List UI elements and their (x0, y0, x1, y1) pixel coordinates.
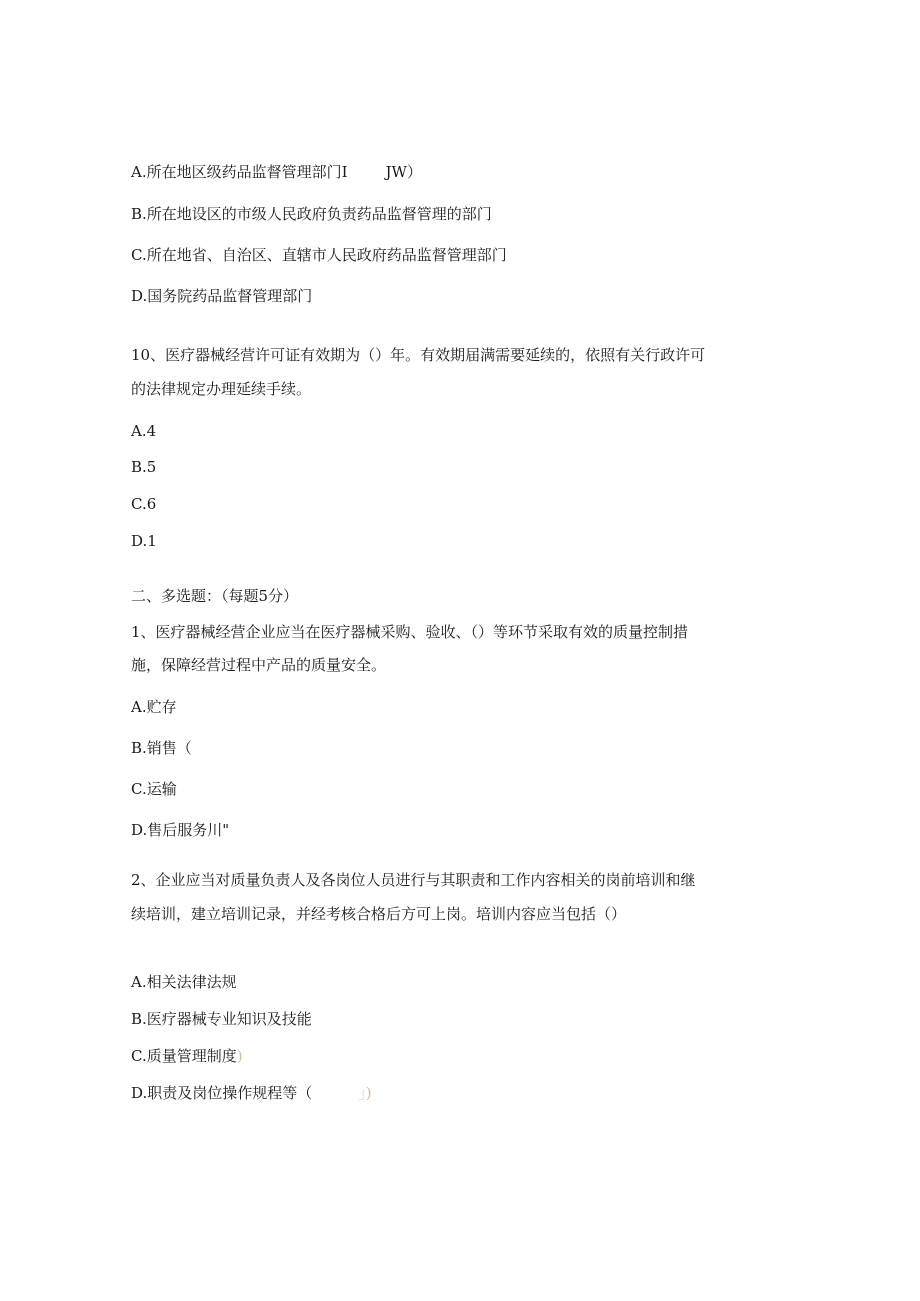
mq1-option-b: B.销售（ (131, 739, 192, 757)
q10-option-b: B.5 (131, 458, 157, 476)
mq2-option-c (131, 1046, 243, 1066)
mq2-option-d (131, 1083, 372, 1103)
q10-stem-line2: 的法律规定办理延续手续。 (131, 380, 312, 398)
mq2-stem-line1: 2、企业应当对质量负责人及各岗位人员进行与其职责和工作内容相关的岗前培训和继 (131, 871, 696, 889)
mq1-stem-line1: 1、医疗器械经营企业应当在医疗器械采购、验收、（）等环节采取有效的质量控制措 (131, 623, 689, 641)
q9-option-a-text: A.所在地区级药品监督管理部门I (131, 163, 348, 181)
section-heading-multiple-choice: 二、多选题：（每题5分） (131, 587, 299, 605)
q10-option-a: A.4 (131, 422, 157, 440)
mq1-stem-line2: 施，保障经营过程中产品的质量安全。 (131, 656, 387, 674)
q9-option-a-tail: JW） (385, 163, 422, 181)
mq1-option-d: D.售后服务川" (131, 821, 230, 839)
mq2-option-a: A.相关法律法规 (131, 973, 237, 991)
q10-option-c: C.6 (131, 495, 157, 513)
mq2-option-b: B.医疗器械专业知识及技能 (131, 1010, 312, 1028)
mq1-option-a: A.贮存 (131, 698, 177, 716)
q9-option-d: D.国务院药品监督管理部门 (131, 287, 313, 305)
mq2-option-d-mark: 」) (358, 1084, 372, 1102)
mq2-option-c-mark: ) (236, 1047, 243, 1065)
q9-option-c: C.所在地省、自治区、直辖市人民政府药品监督管理部门 (131, 246, 507, 264)
q9-option-a (131, 162, 422, 182)
mq2-option-d-text: D.职责及岗位操作规程等（ (131, 1084, 313, 1102)
q9-option-b: B.所在地设区的市级人民政府负责药品监督管理的部门 (131, 205, 492, 223)
q10-option-d: D.1 (131, 532, 157, 550)
q10-stem-line1: 10、医疗器械经营许可证有效期为（）年。有效期届满需要延续的，依照有关行政许可 (131, 346, 706, 364)
mq2-option-c-text: C.质量管理制度 (131, 1047, 237, 1065)
mq2-stem-line2: 续培训，建立培训记录，并经考核合格后方可上岗。培训内容应当包括（） (131, 905, 627, 923)
mq1-option-c: C.运输 (131, 780, 177, 798)
